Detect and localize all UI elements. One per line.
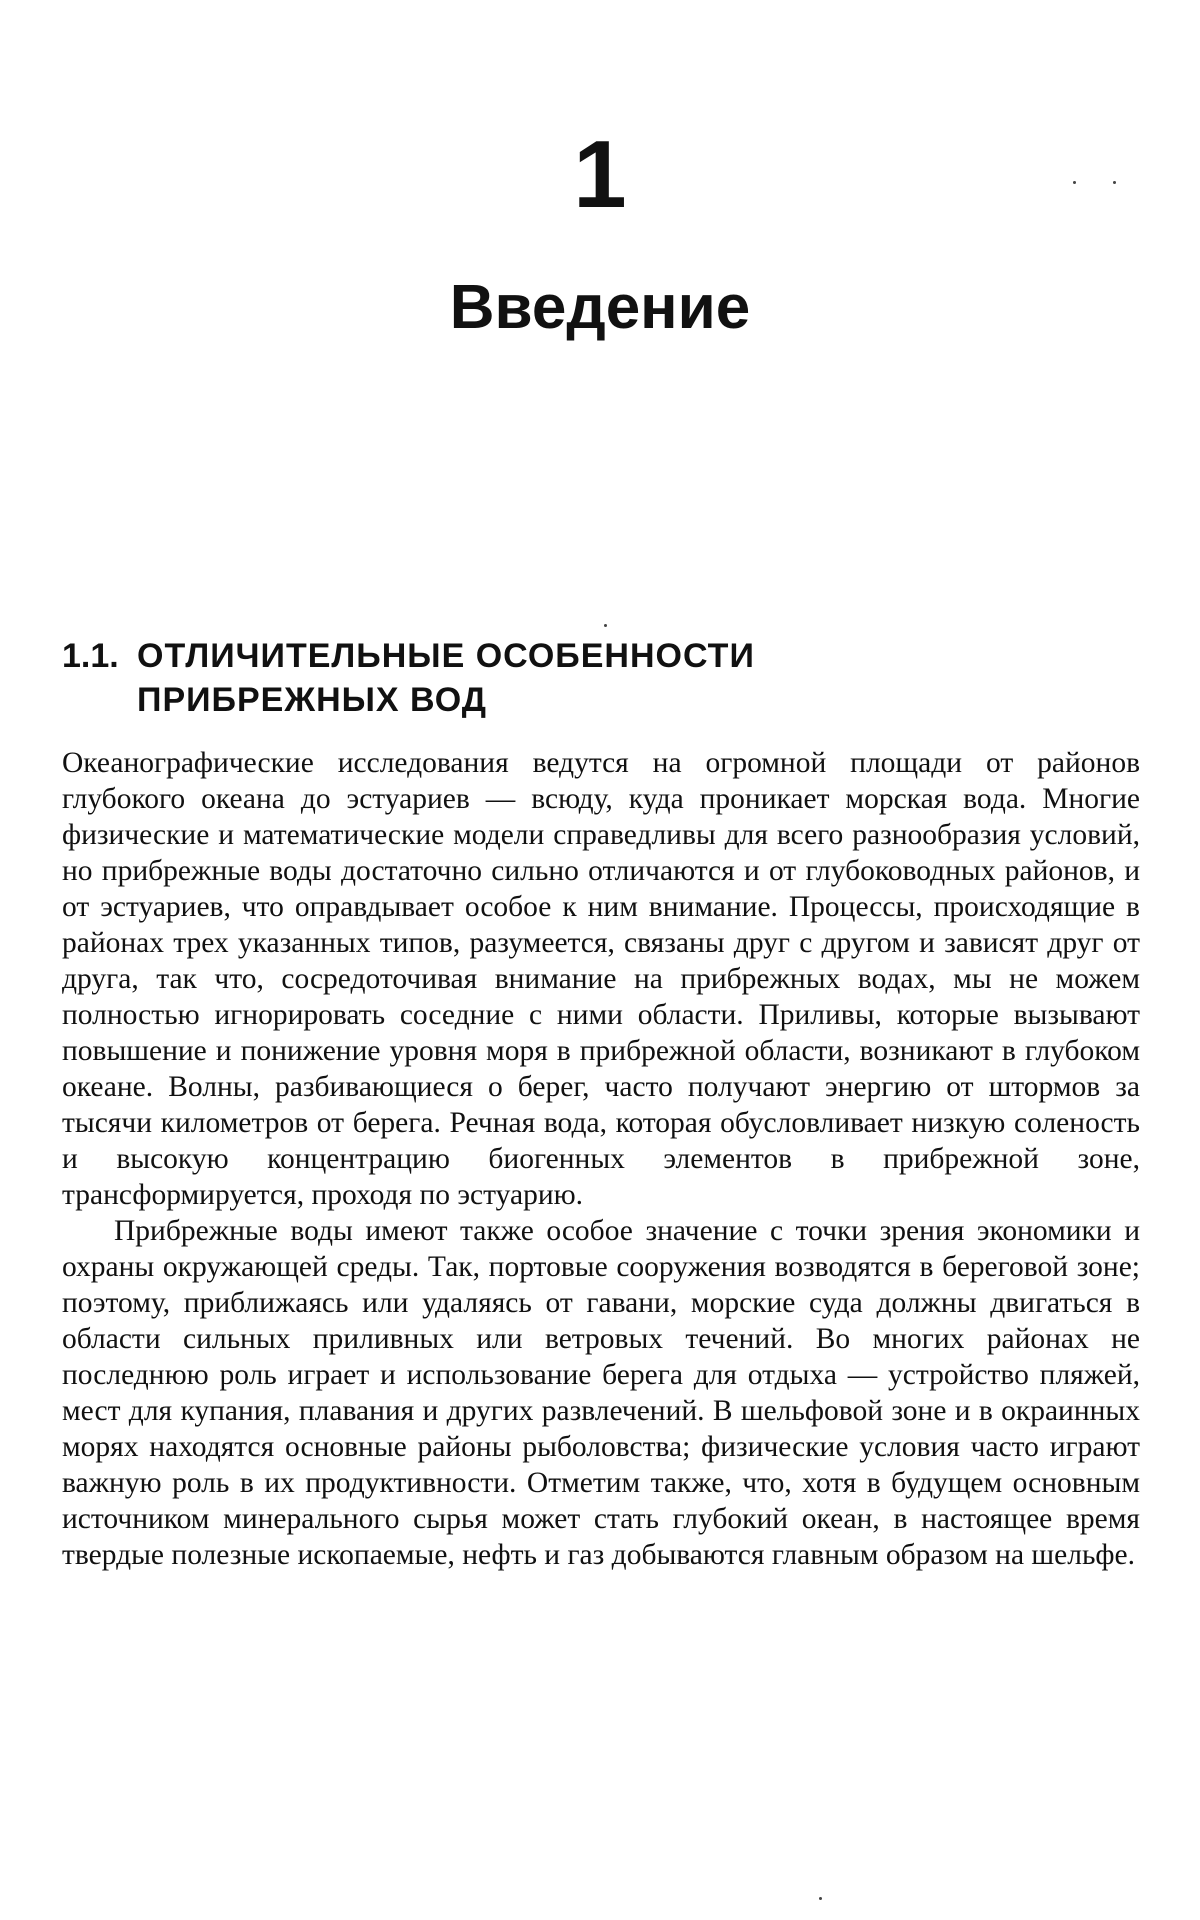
section-heading — [62, 634, 1142, 722]
chapter-title: Введение — [449, 273, 751, 342]
print-speck — [819, 1897, 822, 1900]
print-speck — [604, 624, 607, 627]
section-number: 1.1. — [62, 637, 119, 675]
body-text — [62, 745, 1140, 1573]
print-speck — [1073, 181, 1076, 184]
paragraph-2: Прибрежные воды имеют также особое значение с точки зрения экономики и охраны окружающей среды. Так, портовые сооружения возводятся в береговой зоне; поэтому, приближаясь или удаляясь от гавани, морские суда должны двигаться в области сильных приливных или ветровых течений. Во многих районах не последнюю роль играет и использование берега для отдыха — устройство пляжей, мест для купания, плавания и других развлечений. В шельфовой зоне и в окраинных морях находятся основные районы рыболовства; физические условия часто играют важную роль в их продуктивности. Отметим также, что, хотя в будущем основным источником минерального сырья может стать глубокий океан, в настоящее время твердые полезные ископаемые, нефть и газ добываются главным образом на шельфе. — [62, 1215, 1140, 1571]
paragraph-1: Океанографические исследования ведутся на огромной площади от районов глубокого океана до эстуариев — всюду, куда проникает морская вода. Многие физические и математические модели справедливы для всего разнообразия условий, но прибрежные воды достаточно сильно отличаются и от глубоководных районов, и от эстуариев, что оправдывает особое к ним внимание. Процессы, происходящие в районах трех указанных типов, разумеется, связаны друг с другом и зависят друг от друга, так что, сосредоточивая внимание на прибрежных водах, мы не можем полностью игнорировать соседние с ними области. Приливы, которые вызывают повышение и понижение уровня моря в прибрежной области, возникают в глубоком океане. Волны, разбивающиеся о берег, часто получают энергию от штормов за тысячи километров от берега. Речная вода, которая обусловливает низкую соленость и высокую концентрацию биогенных элементов в прибрежной зоне, трансформируется, проходя по эстуарию. — [62, 747, 1140, 1211]
print-speck — [1113, 181, 1116, 184]
section-title: ОТЛИЧИТЕЛЬНЫЕ ОСОБЕННОСТИ ПРИБРЕЖНЫХ ВОД — [137, 637, 755, 719]
chapter-number: 1 — [573, 121, 627, 228]
